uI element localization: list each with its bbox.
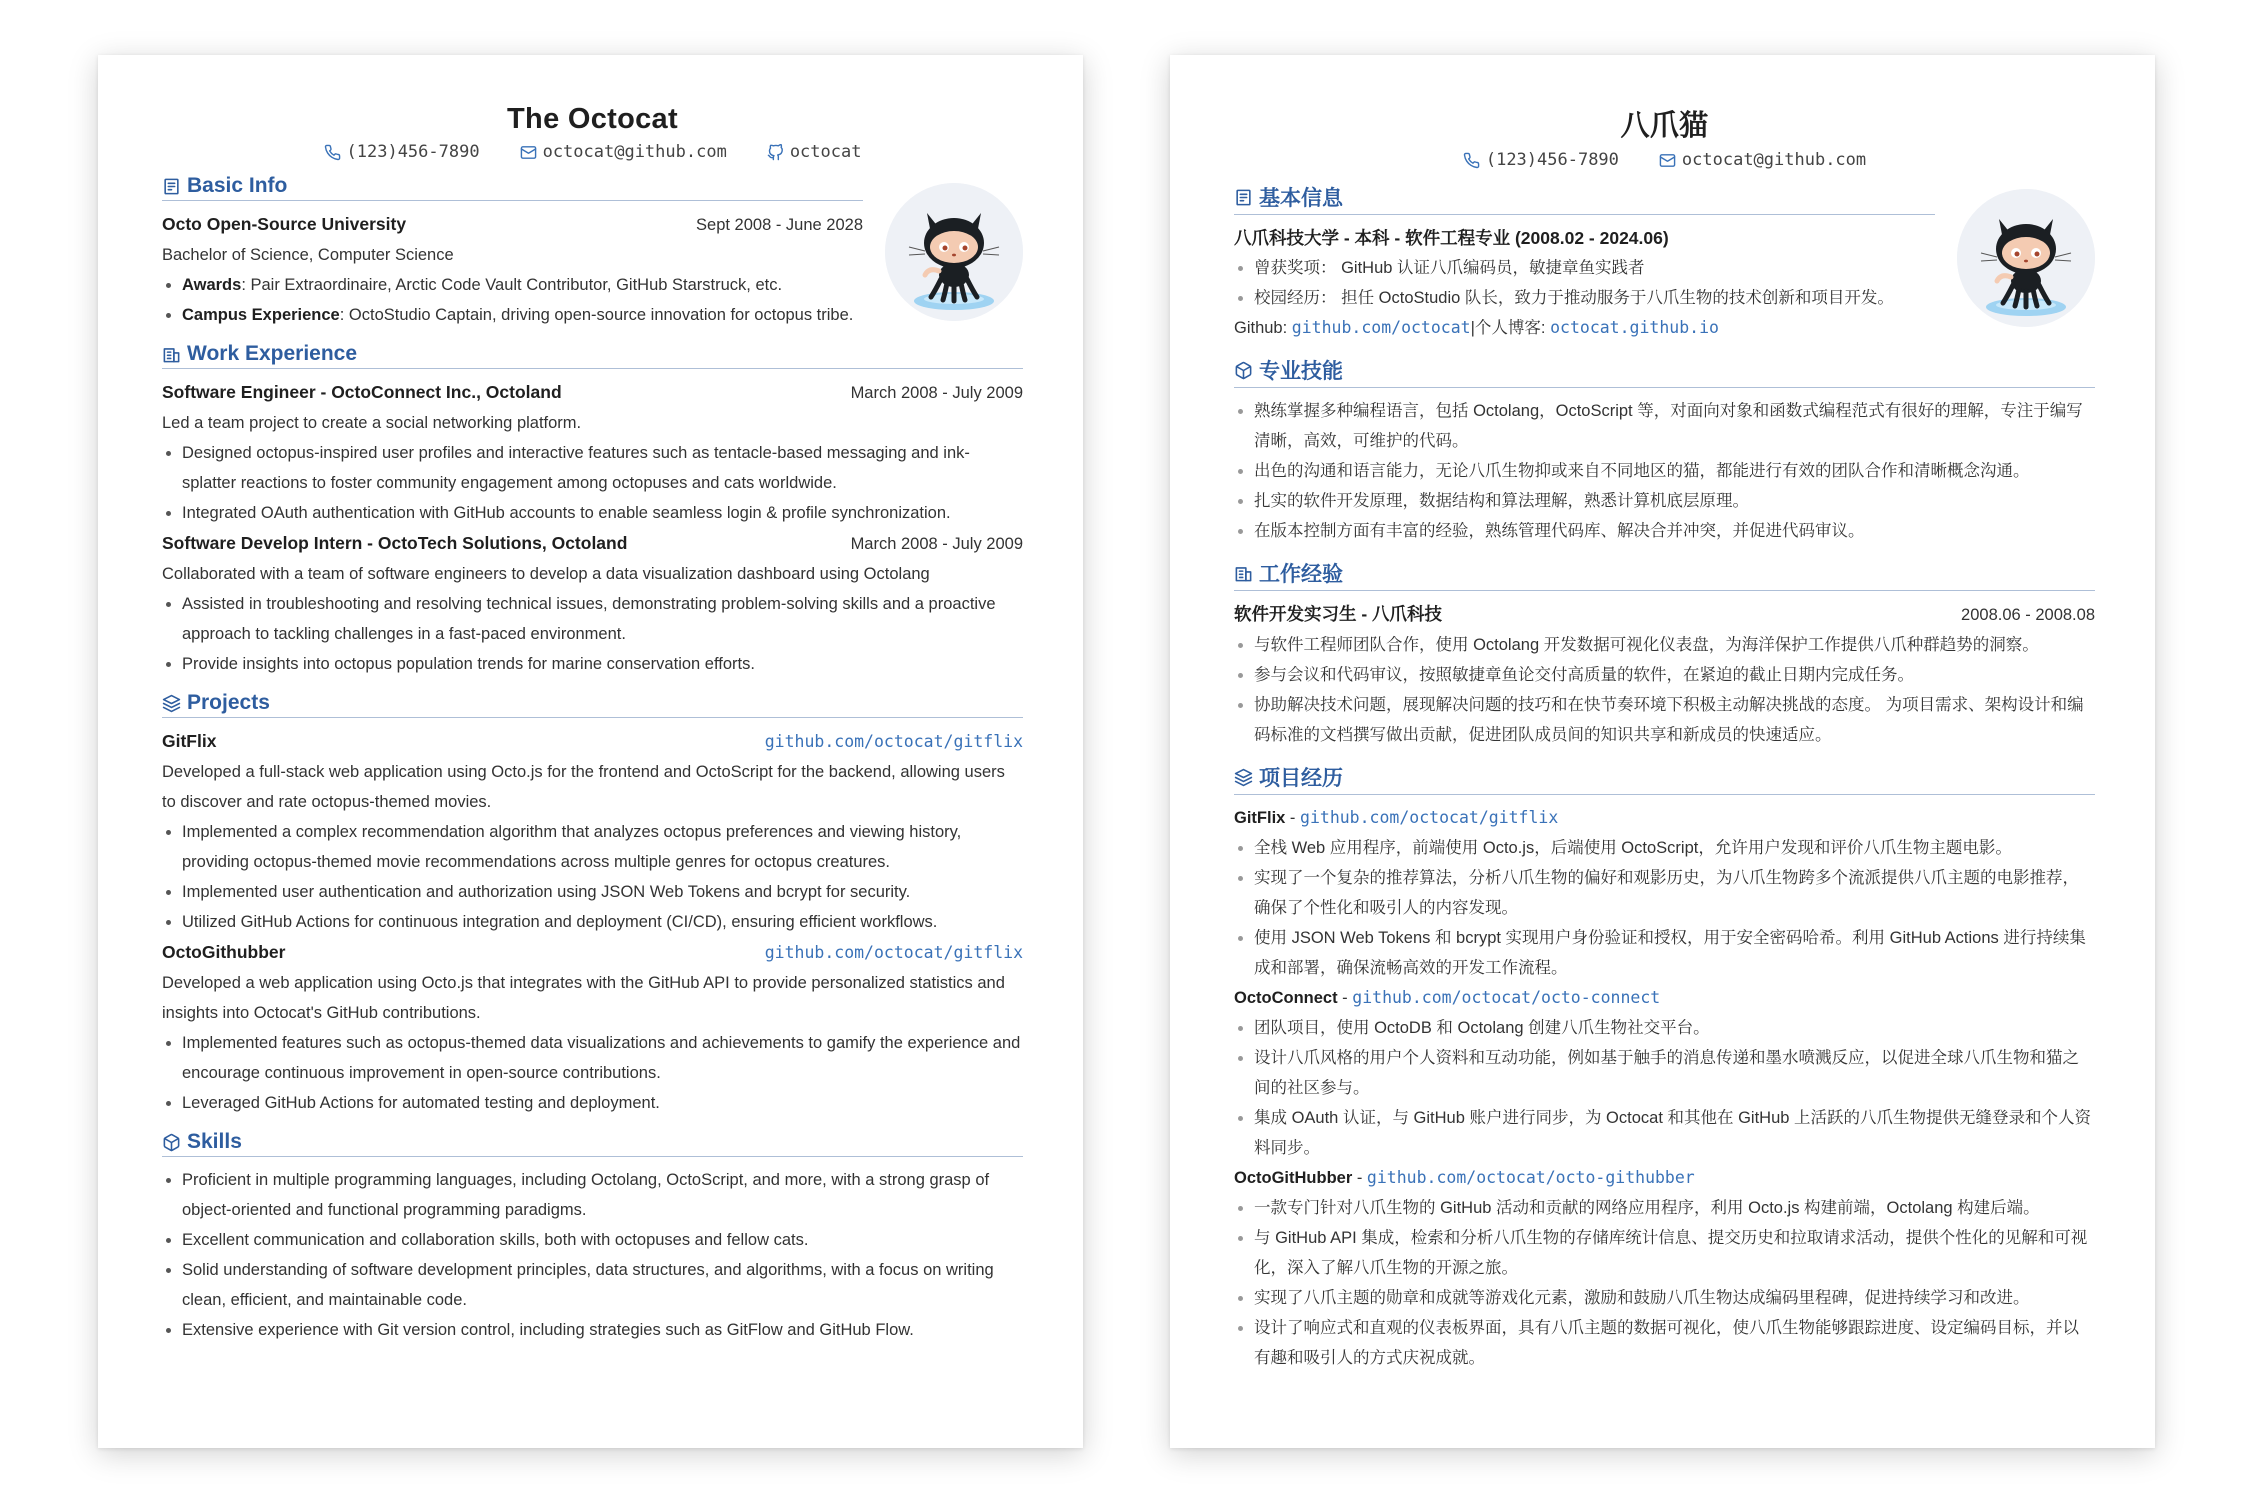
email-text: octocat@github.com <box>542 142 727 162</box>
list-item: • Designed octopus-inspired user profiles and interactive features such as tentacle-based messaging and ink-splatter reactions to foster community engagement among octopuses and cats worldwide. <box>182 438 1023 498</box>
list-item: • Implemented user authentication and authorization using JSON Web Tokens and bcrypt for security. <box>182 877 1023 907</box>
project-link[interactable]: github.com/octocat/octo-githubber <box>1366 1168 1695 1187</box>
octocat-icon <box>885 183 1023 321</box>
list-item: • 出色的沟通和语言能力，无论八爪生物抑或来自不同地区的猫，都能进行有效的团队合作和清晰概念沟通。 <box>1254 456 2095 486</box>
layers-icon <box>162 694 181 713</box>
project-summary: Developed a full-stack web application using Octo.js for the frontend and OctoScript for the backend, allowing users to discover and rate octopus-themed movies. <box>162 763 1005 811</box>
layers-icon <box>1234 768 1253 787</box>
list-item: • Leveraged GitHub Actions for automated testing and deployment. <box>182 1088 1023 1118</box>
job-entry <box>162 528 1023 679</box>
list-item: • 扎实的软件开发原理，数据结构和算法理解，熟悉计算机底层原理。 <box>1254 486 2095 516</box>
list-item: • 实现了八爪主题的勋章和成就等游戏化元素，激励和鼓励八爪生物达成编码里程碑，促进持续学习和改进。 <box>1254 1283 2095 1313</box>
phone-icon <box>324 144 341 161</box>
list-item: • Assisted in troubleshooting and resolving technical issues, demonstrating problem-solving skills and a proactive approach to tackling challenges in a fast-paced environment. <box>182 589 1023 649</box>
project-name: OctoConnect <box>1234 989 1338 1007</box>
resume-name: The Octocat <box>507 103 678 135</box>
list-item: • 一款专门针对八爪生物的 GitHub 活动和贡献的网络应用程序，利用 Octo.js 构建前端，Octolang 构建后端。 <box>1254 1193 2095 1223</box>
skills-list <box>162 1165 1023 1345</box>
list-item: • Implemented features such as octopus-themed data visualizations and achievements to gamify the experience and encourage continuous improvement in open-source contributions. <box>182 1028 1023 1088</box>
list-item: • Excellent communication and collaboration skills, both with octopuses and fellow cats. <box>182 1225 1023 1255</box>
phone-icon <box>1463 152 1480 169</box>
list-item: • 曾获奖项： GitHub 认证八爪编码员，敏捷章鱼实践者 <box>1254 253 1935 283</box>
education-row <box>162 209 863 240</box>
job-summary: Collaborated with a team of software engineers to develop a data visualization dashboard using Octolang <box>162 565 930 583</box>
link-separator: | <box>1470 319 1475 337</box>
blog-link[interactable]: octocat.github.io <box>1550 318 1719 337</box>
skills-list <box>1234 396 2095 546</box>
contact-bar <box>1234 150 2095 170</box>
section-heading <box>162 1130 1023 1157</box>
resume-page-chinese <box>1170 55 2155 1448</box>
mail-icon <box>520 144 537 161</box>
project-link[interactable]: github.com/octocat/octo-connect <box>1352 988 1661 1007</box>
list-item: • 团队项目，使用 OctoDB 和 Octolang 创建八爪生物社交平台。 <box>1254 1013 2095 1043</box>
octocat-avatar <box>1957 189 2095 327</box>
project-name: GitFlix <box>162 731 217 751</box>
section-heading <box>1234 355 2095 388</box>
contact-email[interactable] <box>520 142 727 162</box>
section-title: 工作经验 <box>1259 563 1343 586</box>
github-icon <box>767 144 784 161</box>
project-name: GitFlix <box>1234 809 1286 827</box>
project-entry <box>1234 1163 2095 1373</box>
section-title: 基本信息 <box>1259 187 1343 210</box>
list-item: • 与软件工程师团队合作，使用 Octolang 开发数据可视化仪表盘，为海洋保护工作提供八爪种群趋势的洞察。 <box>1254 630 2095 660</box>
contact-bar <box>162 142 1023 162</box>
email-text: octocat@github.com <box>1681 150 1867 170</box>
section-projects <box>1234 762 2095 1373</box>
list-item: • Provide insights into octopus population trends for marine conservation efforts. <box>182 649 1023 679</box>
job-row <box>1234 599 2095 630</box>
work-list <box>1234 630 2095 750</box>
cube-icon <box>1234 361 1253 380</box>
degree: Bachelor of Science, Computer Science <box>162 246 454 264</box>
project-entry <box>162 937 1023 1118</box>
section-title: Projects <box>187 691 270 714</box>
project-entry <box>1234 803 2095 983</box>
project-dash: - <box>1352 1169 1367 1187</box>
octocat-avatar <box>885 183 1023 321</box>
job-dates: 2008.06 - 2008.08 <box>1961 606 2095 624</box>
briefcase-icon <box>1234 564 1253 583</box>
briefcase-icon <box>162 345 181 364</box>
project-link[interactable]: github.com/octocat/gitflix <box>764 943 1023 962</box>
blog-label: 个人博客: <box>1474 319 1551 337</box>
section-heading <box>162 174 863 201</box>
basic-info-list <box>1234 253 1935 313</box>
list-item: • 协助解决技术问题，展现解决问题的技巧和在快节奏环境下积极主动解决挑战的态度。 为项目需求、架构设计和编码标准的文档撰写做出贡献，促进团队成员间的知识共享和新成员的快速适应。 <box>1254 690 2095 750</box>
job-title: Software Develop Intern - OctoTech Solutions, Octoland <box>162 533 628 553</box>
list-item: • 熟练掌握多种编程语言，包括 Octolang，OctoScript 等，对面向对象和函数式编程范式有很好的理解，专注于编写清晰，高效，可维护的代码。 <box>1254 396 2095 456</box>
project-summary: Developed a web application using Octo.js that integrates with the GitHub API to provide personalized statistics and insights into Octocat's GitHub contributions. <box>162 974 1005 1022</box>
github-text: octocat <box>789 142 862 162</box>
list-item: • Implemented a complex recommendation algorithm that analyzes octopus preferences and viewing history, providing octopus-themed movie recommendations across multiple genres for octopus creatures. <box>182 817 1023 877</box>
awards-text: : Pair Extraordinaire, Arctic Code Vault Contributor, GitHub Starstruck, etc. <box>241 276 783 294</box>
github-link[interactable]: github.com/octocat <box>1291 318 1471 337</box>
list-item: • Utilized GitHub Actions for continuous integration and deployment (CI/CD), ensuring efficient workflows. <box>182 907 1023 937</box>
project-dash: - <box>1285 809 1301 827</box>
list-item: • 使用 JSON Web Tokens 和 bcrypt 实现用户身份验证和授权，用于安全密码哈希。利用 GitHub Actions 进行持续集成和部署，确保流畅高效的开发工作流程。 <box>1254 923 2095 983</box>
list-item: • Proficient in multiple programming languages, including Octolang, OctoScript, and more, with a strong grasp of object-oriented and functional programming paradigms. <box>182 1165 1023 1225</box>
list-item: • 与 GitHub API 集成，检索和分析八爪生物的存储库统计信息、提交历史和拉取请求活动，提供个性化的见解和可视化，深入了解八爪生物的开源之旅。 <box>1254 1223 2095 1283</box>
school-name: Octo Open-Source University <box>162 214 407 234</box>
project-name: OctoGitHubber <box>1234 1169 1353 1187</box>
school-line: 八爪科技大学 - 本科 - 软件工程专业 (2008.02 - 2024.06) <box>1234 228 1669 248</box>
section-work-experience <box>1234 558 2095 750</box>
project-entry <box>1234 983 2095 1163</box>
section-heading <box>1234 762 2095 795</box>
project-link[interactable]: github.com/octocat/gitflix <box>1300 808 1559 827</box>
awards-label: Awards <box>182 276 242 294</box>
phone-text: (123)456-7890 <box>346 142 480 162</box>
list-item: • 全栈 Web 应用程序，前端使用 Octo.js，后端使用 OctoScript，允许用户发现和评价八爪生物主题电影。 <box>1254 833 2095 863</box>
project-link[interactable]: github.com/octocat/gitflix <box>764 732 1023 751</box>
list-item: • Integrated OAuth authentication with GitHub accounts to enable seamless login & profile synchronization. <box>182 498 1023 528</box>
section-heading <box>1234 558 2095 591</box>
list-item: • 实现了一个复杂的推荐算法，分析八爪生物的偏好和观影历史，为八爪生物跨多个流派提供八爪主题的电影推荐，确保了个性化和吸引人的内容发现。 <box>1254 863 2095 923</box>
resume-page-english <box>98 55 1083 1448</box>
section-title: 项目经历 <box>1259 767 1343 790</box>
list-item: • Solid understanding of software development principles, data structures, and algorithms, with a focus on writing clean, efficient, and maintainable code. <box>182 1255 1023 1315</box>
list-item: • Extensive experience with Git version control, including strategies such as GitFlow and GitHub Flow. <box>182 1315 1023 1345</box>
section-title: Skills <box>187 1130 242 1153</box>
project-entry <box>162 726 1023 937</box>
section-heading <box>162 691 1023 718</box>
school-dates: Sept 2008 - June 2028 <box>696 216 863 234</box>
github-label: Github: <box>1234 319 1292 337</box>
list-item: • 设计了响应式和直观的仪表板界面，具有八爪主题的数据可视化，使八爪生物能够跟踪进度、设定编码目标，并以有趣和吸引人的方式庆祝成就。 <box>1254 1313 2095 1373</box>
section-skills <box>1234 355 2095 546</box>
job-summary: Led a team project to create a social networking platform. <box>162 414 582 432</box>
list-item: • 参与会议和代码审议，按照敏捷章鱼论交付高质量的软件，在紧迫的截止日期内完成任务。 <box>1254 660 2095 690</box>
mail-icon <box>1659 152 1676 169</box>
document-icon <box>162 177 181 196</box>
project-dash: - <box>1337 989 1353 1007</box>
project-name: OctoGithubber <box>162 942 286 962</box>
list-item <box>182 300 1023 330</box>
section-heading <box>162 342 1023 369</box>
contact-github[interactable] <box>767 142 862 162</box>
document-icon <box>1234 188 1253 207</box>
contact-phone <box>324 142 480 162</box>
resume-name: 八爪猫 <box>1620 110 1709 142</box>
octocat-icon <box>1957 189 2095 327</box>
section-skills <box>162 1130 1023 1345</box>
job-entry <box>162 377 1023 528</box>
contact-email[interactable] <box>1659 150 1866 170</box>
contact-phone <box>1463 150 1619 170</box>
list-item: • 校园经历： 担任 OctoStudio 队长，致力于推动服务于八爪生物的技术创新和项目开发。 <box>1254 283 1935 313</box>
list-item: • 在版本控制方面有丰富的经验，熟练管理代码库、解决合并冲突，并促进代码审议。 <box>1254 516 2095 546</box>
campus-text: : OctoStudio Captain, driving open-source innovation for octopus tribe. <box>339 306 854 324</box>
section-title: Basic Info <box>187 174 288 197</box>
list-item: • 设计八爪风格的用户个人资料和互动功能，例如基于触手的消息传递和墨水喷溅反应，以促进全球八爪生物和猫之间的社区参与。 <box>1254 1043 2095 1103</box>
campus-label: Campus Experience <box>182 306 340 324</box>
section-work-experience <box>162 342 1023 679</box>
section-projects <box>162 691 1023 1118</box>
section-title: 专业技能 <box>1259 360 1343 383</box>
job-title: Software Engineer - OctoConnect Inc., Octoland <box>162 382 562 402</box>
profile-links <box>1234 313 2095 343</box>
job-title: 软件开发实习生 - 八爪科技 <box>1234 604 1443 624</box>
section-title: Work Experience <box>187 342 358 365</box>
phone-text: (123)456-7890 <box>1485 150 1619 170</box>
section-heading <box>1234 182 1935 215</box>
job-dates: March 2008 - July 2009 <box>850 535 1023 553</box>
cube-icon <box>162 1133 181 1152</box>
list-item: • 集成 OAuth 认证，与 GitHub 账户进行同步，为 Octocat 和其他在 GitHub 上活跃的八爪生物提供无缝登录和个人资料同步。 <box>1254 1103 2095 1163</box>
job-dates: March 2008 - July 2009 <box>850 384 1023 402</box>
